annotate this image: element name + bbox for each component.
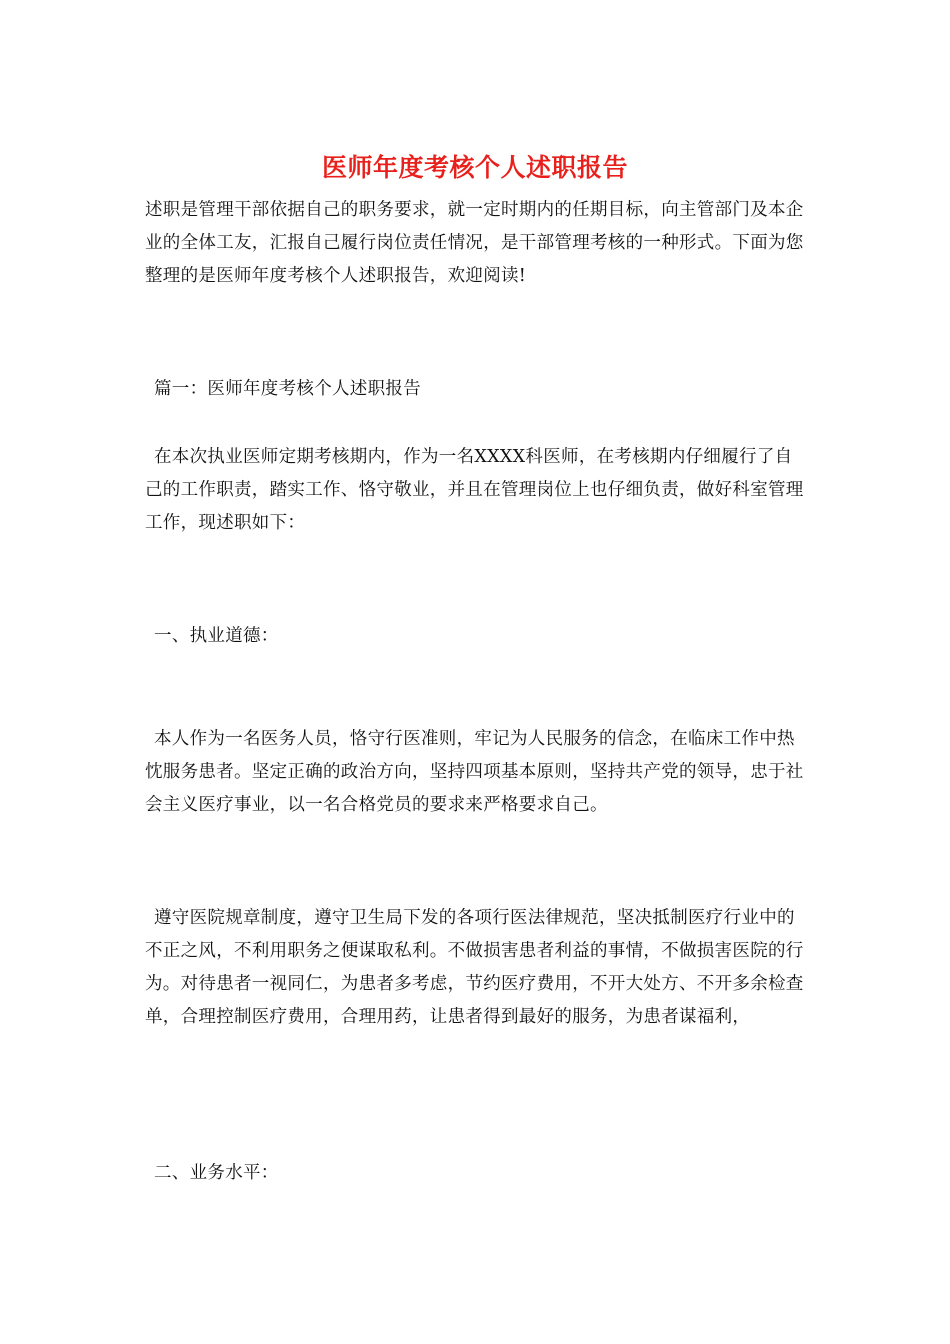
section-heading-skills: 二、业务水平： bbox=[154, 1163, 279, 1183]
ethics-paragraph-2: 遵守医院规章制度，遵守卫生局下发的各项行医法律规范，坚决抵制医疗行业中的不正之风，不利用职务之便谋取私利。不做损害患者利益的事情，不做损害医院的行为。对待患者一视同仁，为患者多考虑，节约医疗费用，不开大处方、不开多余检查单，合理控制医疗费用，合理用药，让患者得到最好的服务，为患者谋福利， bbox=[145, 908, 804, 1027]
document-title: 医师年度考核个人述职报告 bbox=[321, 153, 628, 182]
opening-paragraph: 在本次执业医师定期考核期内，作为一名XXXX科医师，在考核期内仔细履行了自己的工作职责，踏实工作、恪守敬业，并且在管理岗位上也仔细负责，做好科室管理工作，现述职如下： bbox=[145, 447, 804, 533]
section-heading-ethics: 一、执业道德： bbox=[154, 626, 279, 646]
ethics-paragraph-1: 本人作为一名医务人员，恪守行医准则，牢记为人民服务的信念，在临床工作中热忱服务患者。坚定正确的政治方向，坚持四项基本原则，坚持共产党的领导，忠于社会主义医疗事业，以一名合格党员的要求来严格要求自己。 bbox=[145, 729, 804, 815]
chapter-heading: 篇一：医师年度考核个人述职报告 bbox=[154, 379, 421, 399]
intro-paragraph: 述职是管理干部依据自己的职务要求，就一定时期内的任期目标，向主管部门及本企业的全体工友，汇报自己履行岗位责任情况，是干部管理考核的一种形式。下面为您整理的是医师年度考核个人述职报告，欢迎阅读! bbox=[145, 200, 804, 286]
